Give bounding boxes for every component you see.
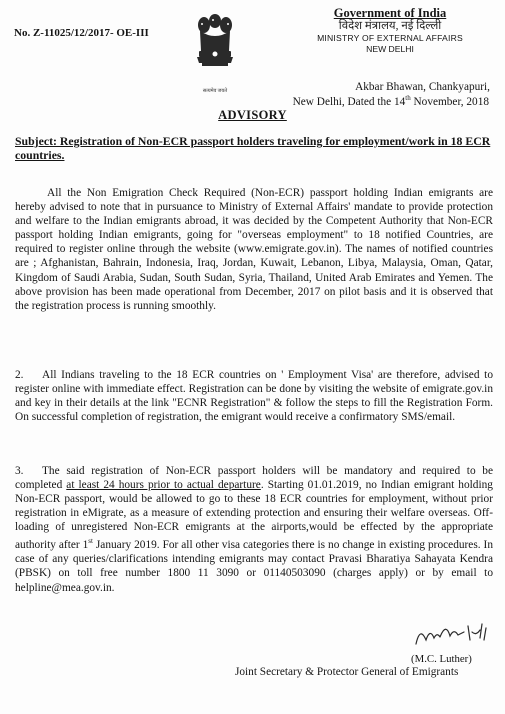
letterhead: [290, 6, 490, 55]
date-suffix: November, 2018: [410, 95, 489, 108]
emblem-motto: सत्यमेव जयते: [202, 89, 228, 94]
paragraph-3: [15, 464, 493, 595]
paragraph-3-text-c: January 2019. For all other visa categories there is no change in existing procedures. In case of any queries/clarifications intending emigrants may contact Pravasi Bharatiya Sahayata Kendra (PBSK) on toll free number 1800 11 3090 or 01140503090 (charges apply) or by email to helpline@mea.gov.in.: [15, 539, 493, 594]
ministry-hindi: विदेश मंत्रालय, नई दिल्ली: [338, 20, 442, 32]
signatory-name: (M.C. Luther): [411, 653, 472, 665]
signatory-designation: Joint Secretary & Protector General of Emigrants: [235, 666, 459, 678]
document-title: ADVISORY: [218, 108, 287, 122]
paragraph-number: 3.: [15, 465, 24, 477]
ministry-name: MINISTRY OF EXTERNAL AFFAIRS: [317, 33, 463, 43]
ministry-city: NEW DELHI: [366, 44, 414, 54]
paragraph-number: 2.: [15, 369, 24, 381]
date-prefix: New Delhi, Dated the 14: [292, 95, 406, 108]
address-line: Akbar Bhawan, Chankyapuri,: [355, 81, 490, 93]
subject-line: Subject: Registration of Non-ECR passport holders traveling for employment/work in 18 ECR countries.: [15, 134, 491, 162]
handwritten-signature: [410, 618, 490, 652]
file-number: No. Z-11025/12/2017- OE-III: [14, 27, 149, 39]
paragraph-3-text-a: The said registration of Non-ECR passport holders will be mandatory and required to be completed: [15, 465, 493, 492]
paragraph-3-text-b: . Starting 01.01.2019, no Indian emigrant holding Non-ECR passport, would be allowed to go to these 18 ECR countries for employment, without prior registration in eMigrate, as a measure of extending protection and ensuring their welfare overseas. Off-loading of unregistered Non-ECR emigrants at the airports,would be effected by the appropriate authority after 1: [15, 479, 493, 552]
deadline-underlined: at least 24 hours prior to actual departure: [66, 479, 261, 492]
date-line: [293, 94, 489, 108]
paragraph-2: [15, 368, 493, 424]
ordinal-sup: st: [88, 537, 93, 546]
date-suffix-sup: th: [405, 94, 411, 102]
paragraph-1: All the Non Emigration Check Required (Non-ECR) passport holding Indian emigrants are hereby advised to note that in pursuance to Ministry of External Affairs' mandate to provide protection and welfare to the Indian emigrants abroad, it was decided by the Competent Authority that Non-ECR passport holding Indian emigrants, going for "overseas employment" to 18 notified Countries, are required to register online through the website (www.emigrate.gov.in). The names of notified countries are ; Afghanistan, Bahrain, Indonesia, Iraq, Jordan, Kuwait, Lebanon, Libya, Malaysia, Oman, Qatar, Kingdom of Saudi Arabia, Sudan, South Sudan, Syria, Thailand, United Arab Emirates and Yemen. The above provision has been made operational from December, 2017 on pilot basis and it is observed that the registration process is running smoothly.: [15, 187, 493, 312]
national-emblem-icon: [193, 11, 237, 87]
paragraph-2-text: All Indians traveling to the 18 ECR countries on ' Employment Visa' are therefore, advised to register online with immediate effect. Registration can be done by visiting the website of emigrate.gov.in and key in their details at the link "ECNR Registration" & follow the steps to fill the Registration Form. On successful completion of registration, the emigrant would receive a confirmatory SMS/email.: [15, 369, 493, 424]
government-title: Government of India: [333, 6, 447, 20]
